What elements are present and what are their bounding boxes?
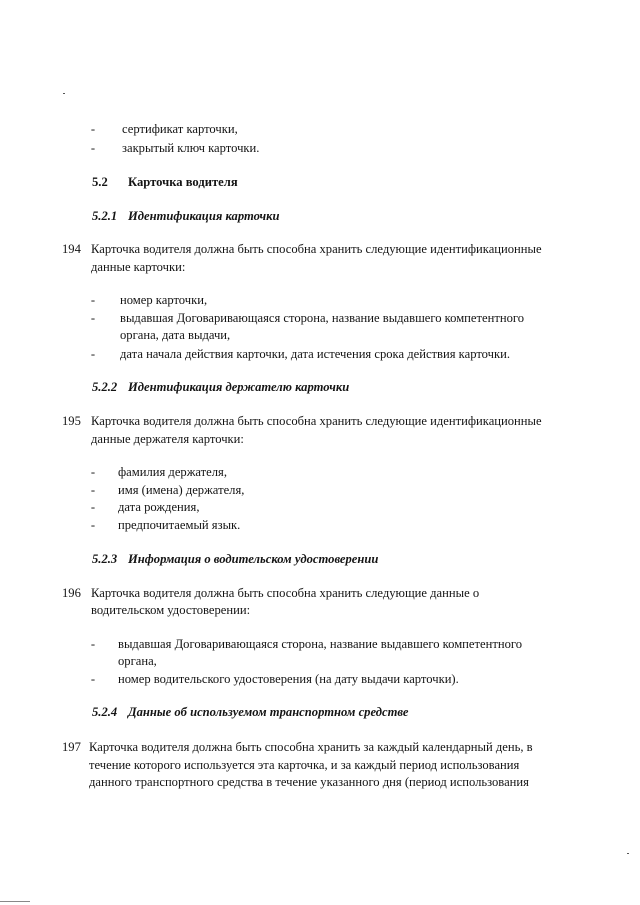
bullet-dash: - — [90, 500, 96, 514]
subsection-title: Идентификация держателю карточки — [128, 380, 350, 394]
list-item: номер водительского удостоверения (на дату выдачи карточки). — [118, 672, 459, 686]
list-item: выдавшая Договаривающаяся сторона, название выдавшего компетентного — [118, 637, 523, 651]
list-item: предпочитаемый язык. — [118, 518, 241, 532]
paragraph-line: данного транспортного средства в течение указанного дня (период использования — [89, 775, 529, 789]
paragraph-line: течение которого используется эта карточка, и за каждый период использования — [89, 758, 520, 772]
paragraph-line: Карточка водителя должна быть способна хранить следующие данные о — [91, 586, 480, 600]
paragraph-line: водительском удостоверении: — [91, 603, 251, 617]
subsection-title: Данные об используемом транспортном средстве — [128, 705, 409, 719]
paragraph-number: 194 — [62, 242, 81, 256]
paragraph-line: Карточка водителя должна быть способна хранить за каждый календарный день, в — [89, 740, 533, 754]
list-item: сертификат карточки, — [122, 122, 238, 136]
subsection-title: Информация о водительском удостоверении — [128, 552, 379, 566]
scan-speck — [0, 901, 30, 902]
list-item: имя (имена) держателя, — [118, 483, 245, 497]
bullet-dash: - — [90, 311, 96, 325]
section-number: 5.2 — [92, 175, 108, 189]
section-title: Карточка водителя — [128, 175, 238, 189]
bullet-dash: - — [90, 122, 96, 136]
bullet-dash: - — [90, 347, 96, 361]
subsection-title: Идентификация карточки — [128, 209, 280, 223]
paragraph-number: 195 — [62, 414, 81, 428]
bullet-dash: - — [90, 141, 96, 155]
scan-speck — [63, 93, 65, 94]
bullet-dash: - — [90, 293, 96, 307]
paragraph-number: 197 — [62, 740, 81, 754]
subsection-number: 5.2.2 — [92, 380, 118, 394]
list-item: дата рождения, — [118, 500, 200, 514]
bullet-dash: - — [90, 465, 96, 479]
subsection-number: 5.2.4 — [92, 705, 118, 719]
list-item: дата начала действия карточки, дата истечения срока действия карточки. — [120, 347, 510, 361]
paragraph-line: Карточка водителя должна быть способна хранить следующие идентификационные — [91, 242, 542, 256]
list-item: закрытый ключ карточки. — [122, 141, 260, 155]
scan-speck — [627, 853, 629, 854]
paragraph-line: данные держателя карточки: — [91, 432, 244, 446]
subsection-number: 5.2.1 — [92, 209, 118, 223]
list-item: номер карточки, — [120, 293, 208, 307]
paragraph-number: 196 — [62, 586, 81, 600]
subsection-number: 5.2.3 — [92, 552, 118, 566]
paragraph-line: данные карточки: — [91, 260, 186, 274]
list-item-continuation: органа, — [118, 654, 157, 668]
list-item: фамилия держателя, — [118, 465, 228, 479]
paragraph-line: Карточка водителя должна быть способна хранить следующие идентификационные — [91, 414, 542, 428]
bullet-dash: - — [90, 518, 96, 532]
bullet-dash: - — [90, 483, 96, 497]
list-item: выдавшая Договаривающаяся сторона, название выдавшего компетентного — [120, 311, 525, 325]
bullet-dash: - — [90, 672, 96, 686]
list-item-continuation: органа, дата выдачи, — [120, 328, 231, 342]
bullet-dash: - — [90, 637, 96, 651]
